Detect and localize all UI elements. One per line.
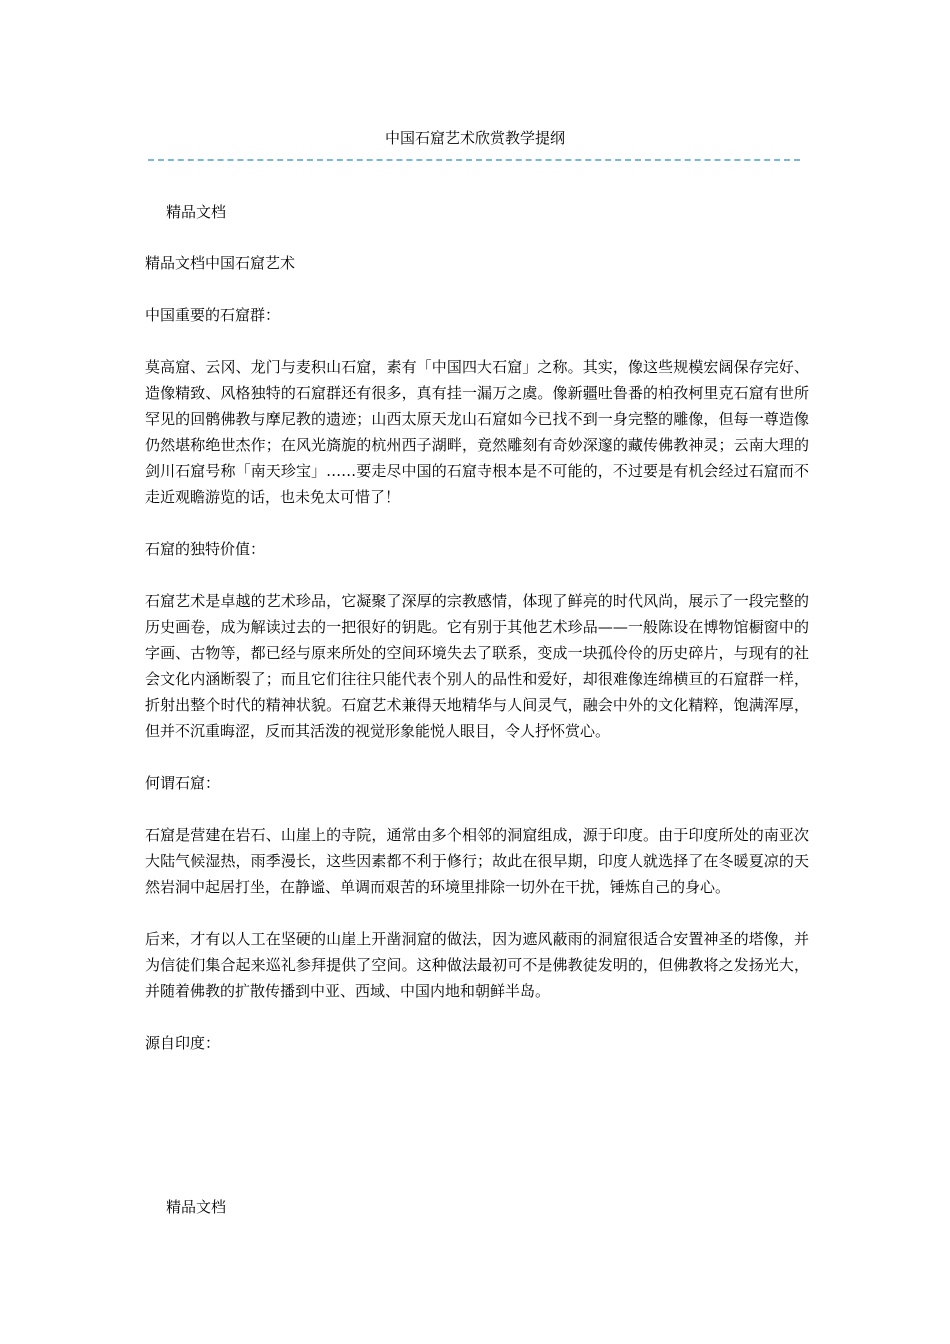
section-heading-origin-india: 源自印度：	[145, 1034, 221, 1052]
paragraph-important-grottoes: 莫高窟、云冈、龙门与麦积山石窟，素有「中国四大石窟」之称。其实，像这些规模宏阔保存完好、造像精致、风格独特的石窟群还有很多，真有挂一漏万之虞。像新疆吐鲁番的柏孜柯里克石窟有世所罕见的回鹘佛教与摩尼教的遗迹；山西太原天龙山石窟如今已找不到一身完整的雕像，但每一尊造像仍然堪称绝世杰作；在风光旖旎的杭州西子湖畔，竟然雕刻有奇妙深邃的藏传佛教神灵；云南大理的剑川石窟号称「南天珍宝」……要走尽中国的石窟寺根本是不可能的，不过要是有机会经过石窟而不走近观瞻游览的话，也未免太可惜了！	[145, 358, 809, 506]
paragraph-what-is-grotto: 石窟是营建在岩石、山崖上的寺院，通常由多个相邻的洞窟组成，源于印度。由于印度所处的南亚次大陆气候湿热，雨季漫长，这些因素都不利于修行；故此在很早期，印度人就选择了在冬暖夏凉的天然岩洞中起居打坐，在静谧、单调而艰苦的环境里排除一切外在干扰，锤炼自己的身心。	[145, 826, 809, 896]
section-heading-important-grottoes: 中国重要的石窟群：	[145, 306, 281, 324]
watermark-top: 精品文档	[166, 203, 227, 221]
document-body	[145, 250, 809, 1082]
section-heading-what-is-grotto: 何谓石窟：	[145, 774, 221, 792]
title-divider	[148, 159, 800, 161]
intro-line: 精品文档中国石窟艺术	[145, 254, 296, 272]
watermark-bottom: 精品文档	[166, 1198, 227, 1216]
paragraph-later-development: 后来，才有以人工在坚硬的山崖上开凿洞窟的做法，因为遮风蔽雨的洞窟很适合安置神圣的塔像，并为信徒们集合起来巡礼参拜提供了空间。这种做法最初可不是佛教徒发明的，但佛教将之发扬光大，并随着佛教的扩散传播到中亚、西域、中国内地和朝鲜半岛。	[145, 930, 809, 1000]
document-title: 中国石窟艺术欣赏教学提纲	[384, 129, 565, 147]
paragraph-unique-value: 石窟艺术是卓越的艺术珍品，它凝聚了深厚的宗教感情，体现了鲜亮的时代风尚，展示了一段完整的历史画卷，成为解读过去的一把很好的钥匙。它有别于其他艺术珍品——一般陈设在博物馆橱窗中的字画、古物等，都已经与原来所处的空间环境失去了联系，变成一块孤伶伶的历史碎片，与现有的社会文化内涵断裂了；而且它们往往只能代表个别人的品性和爱好，却很难像连绵横亘的石窟群一样，折射出整个时代的精神状貌。石窟艺术兼得天地精华与人间灵气，融会中外的文化精粹，饱满浑厚，但并不沉重晦涩，反而其活泼的视觉形象能悦人眼目，令人抒怀赏心。	[145, 592, 809, 740]
section-heading-unique-value: 石窟的独特价值：	[145, 540, 266, 558]
